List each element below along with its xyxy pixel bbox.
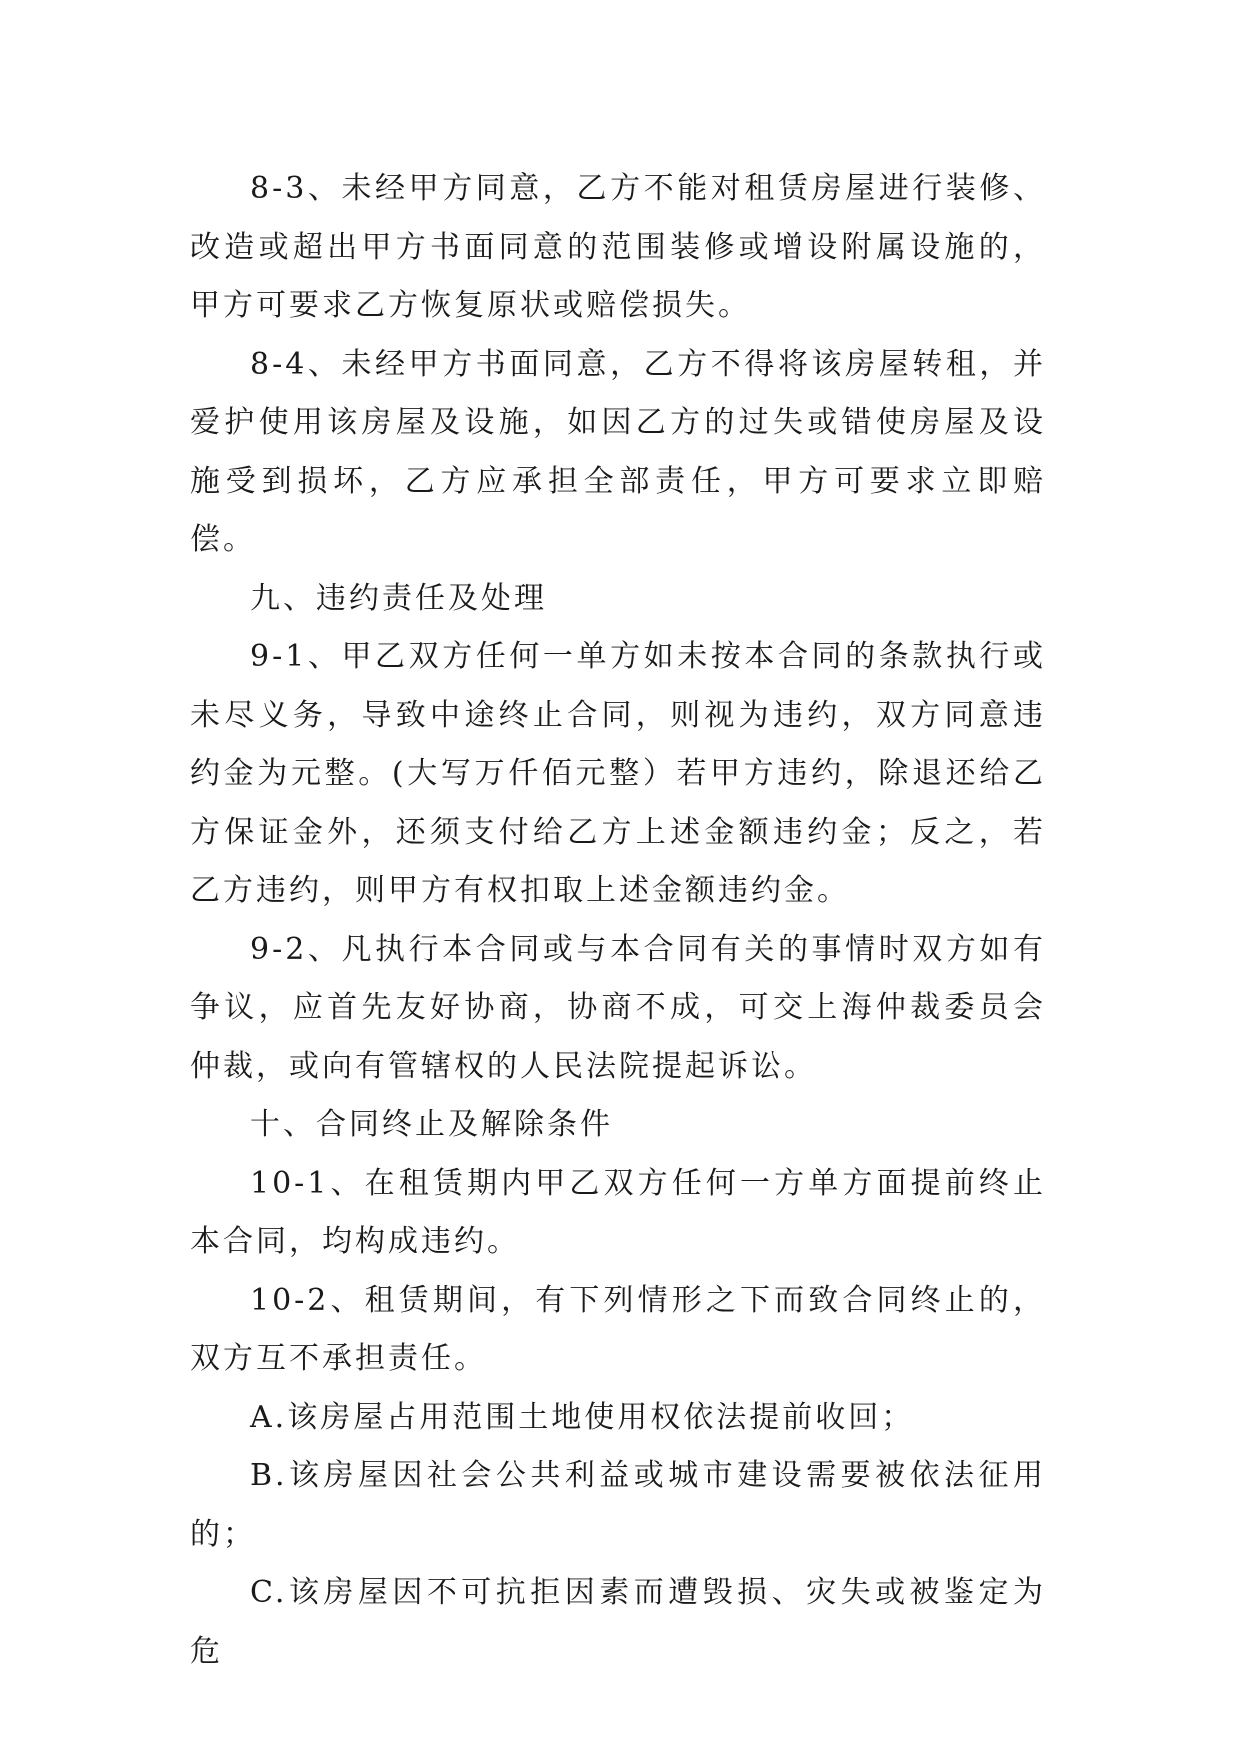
item-b: B.该房屋因社会公共利益或城市建设需要被依法征用的；	[190, 1458, 1046, 1552]
section-heading-9: 九、违约责任及处理	[250, 580, 547, 616]
clause-8-4: 8-4、未经甲方书面同意，乙方不得将该房屋转租，并爱护使用该房屋及设施，如因乙方的过失或错使房屋及设施受到损坏，乙方应承担全部责任，甲方可要求立即赔偿。	[190, 346, 1046, 557]
clause-10-2: 10-2、租赁期间，有下列情形之下而致合同终止的，双方互不承担责任。	[190, 1282, 1046, 1376]
item-a: A.该房屋占用范围土地使用权依法提前收回；	[250, 1399, 915, 1435]
clause-10-1: 10-1、在租赁期内甲乙双方任何一方单方面提前终止本合同，均构成违约。	[190, 1165, 1046, 1259]
clause-9-2: 9-2、凡执行本合同或与本合同有关的事情时双方如有争议，应首先友好协商，协商不成，可交上海仲裁委员会仲裁，或向有管辖权的人民法院提起诉讼。	[190, 931, 1046, 1084]
document-page	[190, 160, 1046, 1681]
item-c: C.该房屋因不可抗拒因素而遭毁损、灾失或被鉴定为危	[190, 1575, 1046, 1669]
clause-8-3: 8-3、未经甲方同意，乙方不能对租赁房屋进行装修、改造或超出甲方书面同意的范围装修或增设附属设施的，甲方可要求乙方恢复原状或赔偿损失。	[190, 171, 1046, 323]
section-heading-10: 十、合同终止及解除条件	[250, 1107, 613, 1142]
clause-9-1: 9-1、甲乙双方任何一单方如未按本合同的条款执行或未尽义务，导致中途终止合同，则视为违约，双方同意违约金为元整。(大写万仟佰元整）若甲方违约，除退还给乙方保证金外，还须支付给乙方上述金额违约金；反之，若乙方违约，则甲方有权扣取上述金额违约金。	[190, 639, 1046, 908]
